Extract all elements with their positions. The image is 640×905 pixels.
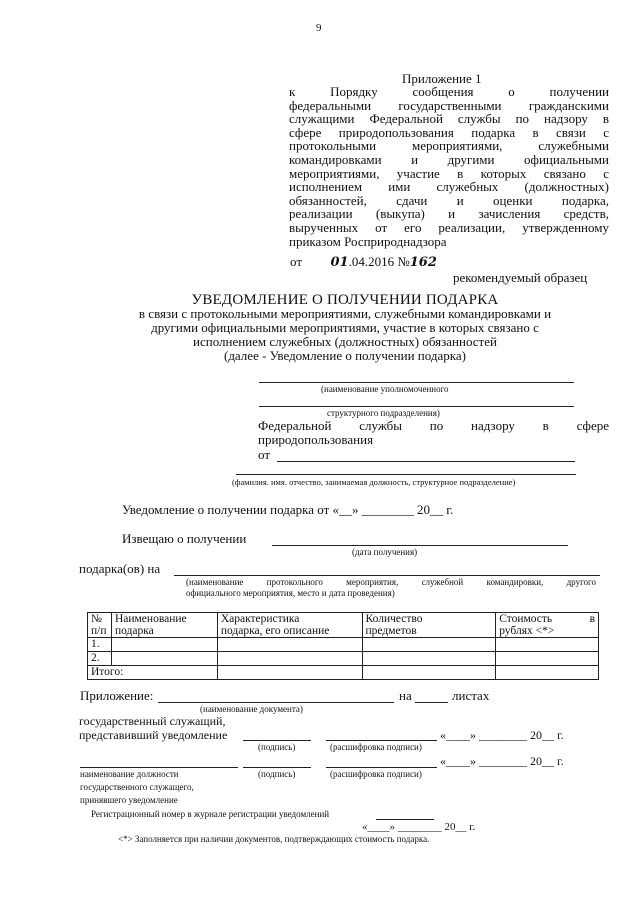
from-caption: (фамилия. имя. отчество, занимаемая должность, структурное подразделение)	[232, 477, 516, 487]
appendix-title: Приложение 1	[402, 71, 482, 86]
table-total-row: Итого:	[88, 666, 599, 680]
attachment-on: на	[399, 688, 412, 703]
heading-line: в связи с протокольными мероприятиями, служебными командировками и	[138, 306, 552, 321]
addressee-caption: (наименование уполномоченного	[321, 384, 449, 394]
signer1-decode-caption: (расшифровка подписи)	[330, 742, 422, 752]
appendix-line: сфере природопользования подарка в связи с	[289, 124, 609, 140]
receipt-date-field[interactable]	[272, 545, 568, 546]
date-text: .04.2016	[348, 254, 395, 269]
signer2-role-field[interactable]	[80, 767, 238, 768]
appendix-line: исполнением ими служебных (должностных)	[289, 179, 609, 195]
header-quantity: Количество предметов	[362, 613, 496, 638]
attachment-caption: (наименование документа)	[200, 704, 303, 714]
appendix-line: протокольными мероприятиями, служебными	[289, 138, 609, 154]
handwritten-day: 01	[330, 255, 349, 270]
org-line: Федеральной службы по надзору в сфере	[258, 418, 609, 433]
signer2-decode-field[interactable]	[326, 767, 437, 768]
order-date	[290, 254, 437, 270]
sample-note: рекомендуемый образец	[453, 270, 588, 285]
signer1-signature-field[interactable]	[243, 740, 311, 741]
appendix-line: мероприятиями, участие в которых связано с	[289, 165, 609, 181]
number-sign: №	[397, 254, 410, 269]
appendix-line: приказом Росприроднадзора	[289, 233, 447, 249]
inform-label: Извещаю о получении	[122, 531, 247, 546]
org-line: природопользования	[258, 432, 374, 447]
handwritten-number: 162	[409, 255, 437, 270]
header-cost: Стоимость в рублях <*>	[496, 613, 599, 638]
appendix-line: командировками и другими официальными	[289, 151, 609, 167]
addressee-caption: структурного подразделения)	[327, 408, 440, 418]
gifts-label: подарка(ов) на	[79, 561, 161, 576]
attachment-doc-field[interactable]	[158, 702, 394, 703]
signer1-date: «____» ________ 20__ г.	[440, 728, 564, 742]
signer1-sign-caption: (подпись)	[258, 742, 296, 752]
appendix-line: к Порядку сообщения о получении	[289, 84, 609, 99]
header-name: Наименование подарка	[111, 613, 217, 638]
signer2-decode-caption: (расшифровка подписи)	[330, 769, 422, 779]
heading-line: другими официальными мероприятиями, участие в которых связано с	[151, 320, 539, 335]
heading-line: (далее - Уведомление о получении подарка)	[223, 348, 466, 363]
signer1-role: представивший уведомление	[79, 728, 228, 742]
notice-date-line: Уведомление о получении подарка от «__» ________ 20__ г.	[122, 502, 454, 517]
signer2-date: «____» ________ 20__ г.	[440, 754, 564, 768]
appendix-line: вырученных от его реализации, утвержденному	[289, 219, 609, 235]
from-field[interactable]	[277, 461, 575, 462]
page-number: 9	[316, 22, 322, 34]
addressee-line[interactable]	[259, 406, 574, 407]
event-caption: официального мероприятия, место и дата проведения)	[186, 588, 395, 598]
attachment-label: Приложение:	[80, 688, 154, 703]
header-number: № п/п	[88, 613, 112, 638]
footnote: <*> Заполняется при наличии документов, подтверждающих стоимость подарка.	[118, 834, 430, 844]
signer2-role: наименование должности	[80, 769, 179, 779]
heading-title: УВЕДОМЛЕНИЕ О ПОЛУЧЕНИИ ПОДАРКА	[191, 292, 499, 308]
addressee-line[interactable]	[259, 382, 574, 383]
registration-label: Регистрационный номер в журнале регистрации уведомлений	[91, 809, 330, 819]
signer2-sign-caption: (подпись)	[258, 769, 296, 779]
signer1-role: государственный служащий,	[79, 714, 226, 728]
signer2-signature-field[interactable]	[243, 767, 311, 768]
attachment-sheets-field[interactable]	[415, 702, 448, 703]
signer1-decode-field[interactable]	[326, 740, 437, 741]
appendix-line: обязанностей, сдачи и оценки подарка,	[289, 192, 609, 208]
header-description: Характеристика подарка, его описание	[217, 613, 362, 638]
date-prefix: от	[290, 254, 303, 269]
appendix-line: реализации (выкупа) и зачисления средств,	[289, 206, 609, 222]
heading-line: исполнением служебных (должностных) обязанностей	[193, 334, 497, 349]
signer2-role: государственного служащего,	[80, 782, 194, 792]
from-label: от	[258, 447, 271, 462]
table-row[interactable]: 2.	[88, 652, 599, 666]
appendix-line: федеральными государственными гражданскими	[289, 97, 609, 113]
receipt-date-caption: (дата получения)	[352, 547, 418, 557]
attachment-sheets: листах	[452, 688, 490, 703]
from-field-extra[interactable]	[236, 474, 576, 475]
appendix-line: служащими Федеральной службы по надзору в	[289, 111, 609, 127]
notice-heading	[90, 293, 600, 363]
table-row[interactable]: 1.	[88, 638, 599, 652]
event-field[interactable]	[174, 575, 600, 576]
registration-date: «____» ________ 20__ г.	[362, 821, 476, 833]
signer2-role: принявшего уведомление	[80, 795, 178, 805]
appendix-text	[289, 85, 609, 248]
gifts-table	[87, 612, 599, 680]
registration-number-field[interactable]	[376, 819, 434, 820]
event-caption: (наименование протокольного мероприятия, служебной командировки, другого	[186, 577, 596, 587]
table-header-row	[88, 613, 599, 638]
